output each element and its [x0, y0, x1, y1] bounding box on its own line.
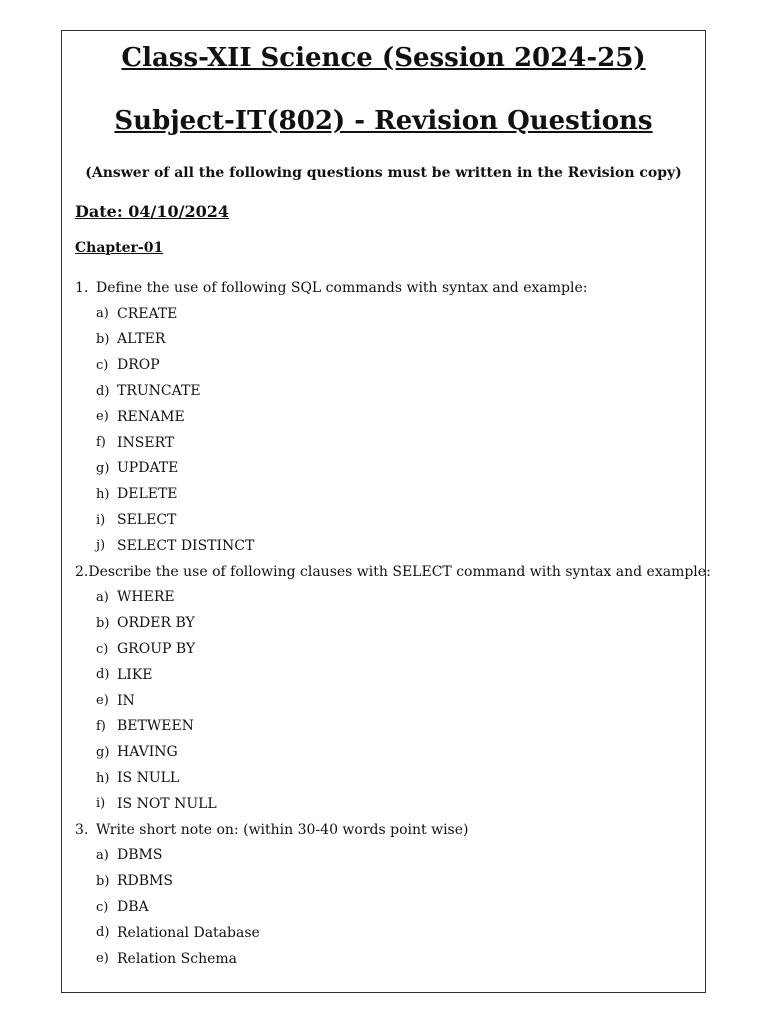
option-text: SELECT	[117, 512, 177, 529]
instruction-text: (Answer of all the following questions must be written in the Revision copy)	[85, 165, 682, 181]
question-number: 3.	[75, 821, 89, 838]
option-letter: b)	[96, 615, 110, 631]
option-letter: a)	[96, 589, 109, 605]
option-text: ALTER	[117, 331, 166, 348]
option-text: BETWEEN	[117, 718, 194, 735]
option-text: Relation Schema	[117, 950, 238, 967]
option-text: RDBMS	[117, 873, 173, 890]
option-letter: b)	[96, 331, 110, 347]
option-item	[75, 327, 700, 353]
option-text: DROP	[117, 357, 160, 374]
option-letter: c)	[96, 641, 109, 657]
option-item	[75, 430, 700, 456]
option-letter: j)	[96, 538, 106, 554]
option-item	[75, 946, 700, 972]
option-text: RENAME	[117, 408, 185, 425]
option-letter: e)	[96, 409, 109, 425]
option-item	[75, 791, 700, 817]
option-letter: e)	[96, 951, 109, 967]
option-item	[75, 301, 700, 327]
option-text: IS NULL	[117, 770, 180, 787]
option-item	[75, 533, 700, 559]
option-letter: e)	[96, 693, 109, 709]
option-letter: b)	[96, 873, 110, 889]
option-letter: d)	[96, 925, 110, 941]
option-item	[75, 714, 700, 740]
option-text: GROUP BY	[117, 641, 196, 658]
option-letter: d)	[96, 383, 110, 399]
question-text: Define the use of following SQL commands with syntax and example:	[96, 279, 588, 296]
option-item	[75, 920, 700, 946]
option-letter: h)	[96, 770, 110, 786]
option-letter: f)	[96, 718, 106, 734]
date-label: Date: 04/10/2024	[75, 202, 230, 221]
option-letter: c)	[96, 357, 109, 373]
option-text: SELECT DISTINCT	[117, 537, 255, 554]
question-number: 1.	[75, 279, 89, 296]
option-item	[75, 610, 700, 636]
option-text: CREATE	[117, 305, 178, 322]
chapter-heading: Chapter-01	[75, 240, 164, 256]
question-item	[75, 817, 700, 843]
option-text: DBMS	[117, 847, 163, 864]
option-text: LIKE	[117, 666, 153, 683]
option-item	[75, 662, 700, 688]
option-item	[75, 352, 700, 378]
option-text: IS NOT NULL	[117, 795, 217, 812]
document-title: Class-XII Science (Session 2024-25)	[121, 43, 646, 73]
option-item	[75, 507, 700, 533]
option-letter: c)	[96, 899, 109, 915]
option-letter: i)	[96, 796, 106, 812]
option-letter: f)	[96, 435, 106, 451]
option-item	[75, 868, 700, 894]
question-number: 2.	[75, 563, 89, 580]
option-item	[75, 378, 700, 404]
option-letter: g)	[96, 744, 110, 760]
option-item	[75, 456, 700, 482]
question-text: Write short note on: (within 30-40 words point wise)	[96, 821, 469, 838]
option-item	[75, 894, 700, 920]
option-item	[75, 688, 700, 714]
option-letter: g)	[96, 460, 110, 476]
option-text: DELETE	[117, 486, 178, 503]
option-text: UPDATE	[117, 460, 179, 477]
option-item	[75, 585, 700, 611]
option-text: INSERT	[117, 434, 175, 451]
option-item	[75, 739, 700, 765]
question-item	[75, 559, 711, 585]
option-item	[75, 765, 700, 791]
question-item	[75, 275, 700, 301]
option-item	[75, 636, 700, 662]
option-item	[75, 481, 700, 507]
option-text: Relational Database	[117, 924, 260, 941]
option-text: DBA	[117, 899, 149, 916]
option-item	[75, 404, 700, 430]
document-subtitle: Subject-IT(802) - Revision Questions	[114, 106, 653, 136]
option-text: WHERE	[117, 589, 175, 606]
option-letter: h)	[96, 486, 110, 502]
question-list	[75, 275, 711, 972]
option-text: TRUNCATE	[117, 383, 201, 400]
option-text: IN	[117, 692, 135, 709]
option-letter: d)	[96, 667, 110, 683]
option-letter: a)	[96, 306, 109, 322]
question-text: Describe the use of following clauses with SELECT command with syntax and example:	[88, 563, 711, 580]
option-letter: i)	[96, 512, 106, 528]
option-item	[75, 843, 700, 869]
option-text: HAVING	[117, 744, 178, 761]
option-letter: a)	[96, 847, 109, 863]
option-text: ORDER BY	[117, 615, 195, 632]
